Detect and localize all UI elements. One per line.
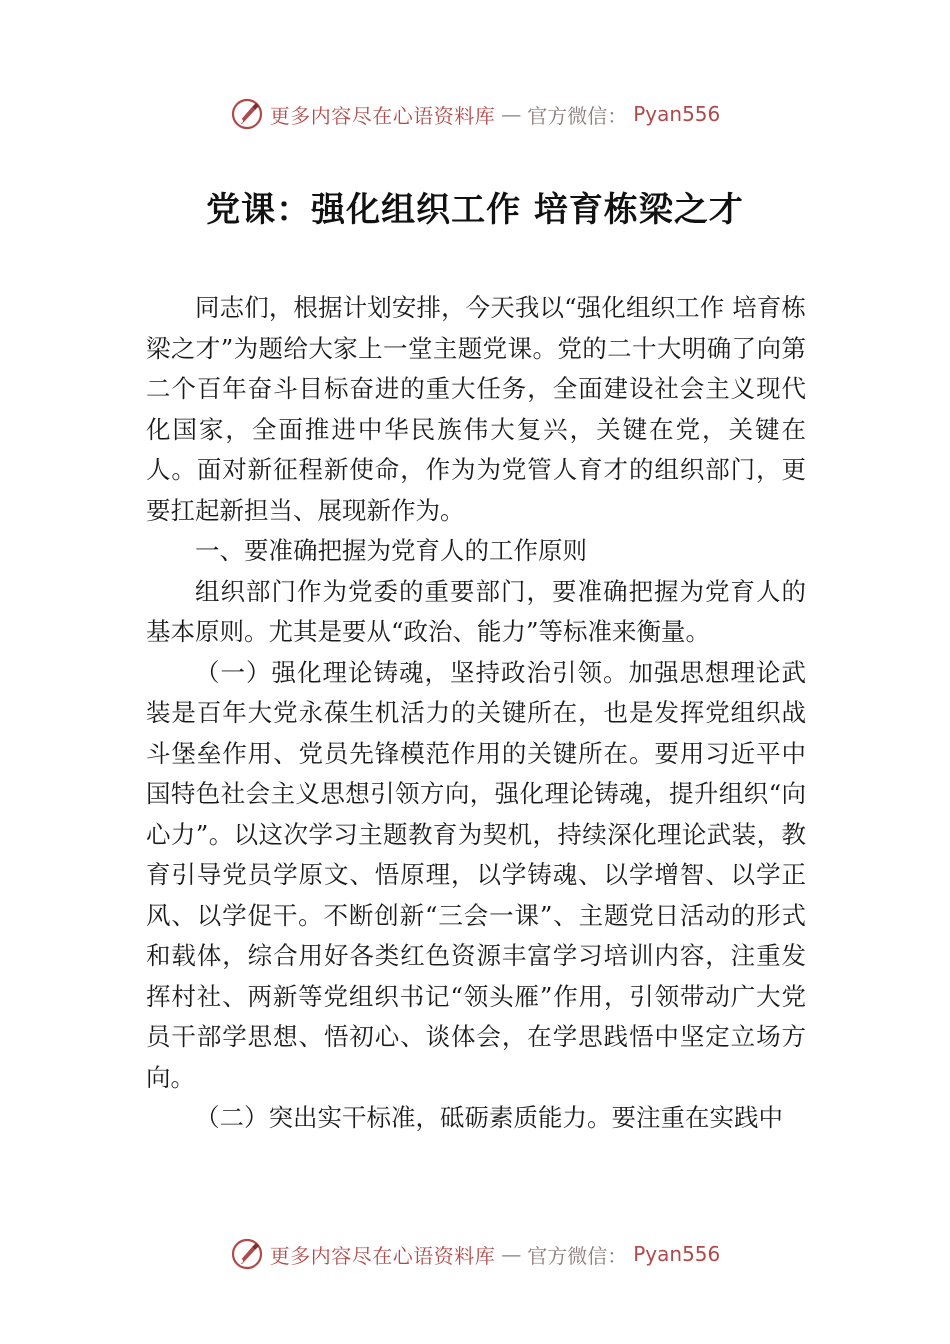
banner-brand-text: 更多内容尽在心语资料库 xyxy=(269,1243,496,1268)
banner-wechat-id: Pyan556 xyxy=(633,1242,721,1266)
banner-separator: — xyxy=(501,102,522,126)
pen-seal-icon xyxy=(230,1237,264,1271)
banner-wechat-label: 官方微信： xyxy=(527,1243,628,1268)
paragraph-point-two: （二）突出实干标准，砥砺素质能力。要注重在实践中 xyxy=(195,1103,783,1132)
section-heading: 一、要准确把握为党育人的工作原则 xyxy=(195,536,587,565)
paragraph-principles: 组织部门作为党委的重要部门，要准确把握为党育人的基本原则。尤其是要从“政治、能力”等标准来衡量。 xyxy=(146,576,806,646)
header-watermark-banner xyxy=(0,92,950,136)
paragraph-point-one: （一）强化理论铸魂，坚持政治引领。加强思想理论武装是百年大党永葆生机活力的关键所在，也是发挥党组织战斗堡垒作用、党员先锋模范作用的关键所在。要用习近平中国特色社会主义思想引领方向，强化理论铸魂，提升组织“向心力”。以这次学习主题教育为契机，持续深化理论武装，教育引导党员学原文、悟原理，以学铸魂、以学增智、以学正风、以学促干。不断创新“三会一课”、主题党日活动的形式和载体，综合用好各类红色资源丰富学习培训内容，注重发挥村社、两新等党组织书记“领头雁”作用，引领带动广大党员干部学思想、悟初心、谈体会，在学思践悟中坚定立场方向。 xyxy=(146,657,806,1092)
document-body xyxy=(146,288,806,1139)
banner-wechat-id: Pyan556 xyxy=(633,102,721,126)
paragraph-intro: 同志们，根据计划安排，今天我以“强化组织工作 培育栋梁之才”为题给大家上一堂主题党课。党的二十大明确了向第二个百年奋斗目标奋进的重大任务，全面建设社会主义现代化国家，全面推进中华民族伟大复兴，关键在党，关键在人。面对新征程新使命，作为为党管人育才的组织部门，更要扛起新担当、展现新作为。 xyxy=(146,293,806,525)
document-title: 党课：强化组织工作 培育栋梁之才 xyxy=(206,190,744,230)
banner-brand-text: 更多内容尽在心语资料库 xyxy=(269,103,496,128)
footer-watermark-banner xyxy=(0,1232,950,1276)
banner-wechat-label: 官方微信： xyxy=(527,103,628,128)
banner-separator: — xyxy=(501,1242,522,1266)
pen-seal-icon xyxy=(230,97,264,131)
